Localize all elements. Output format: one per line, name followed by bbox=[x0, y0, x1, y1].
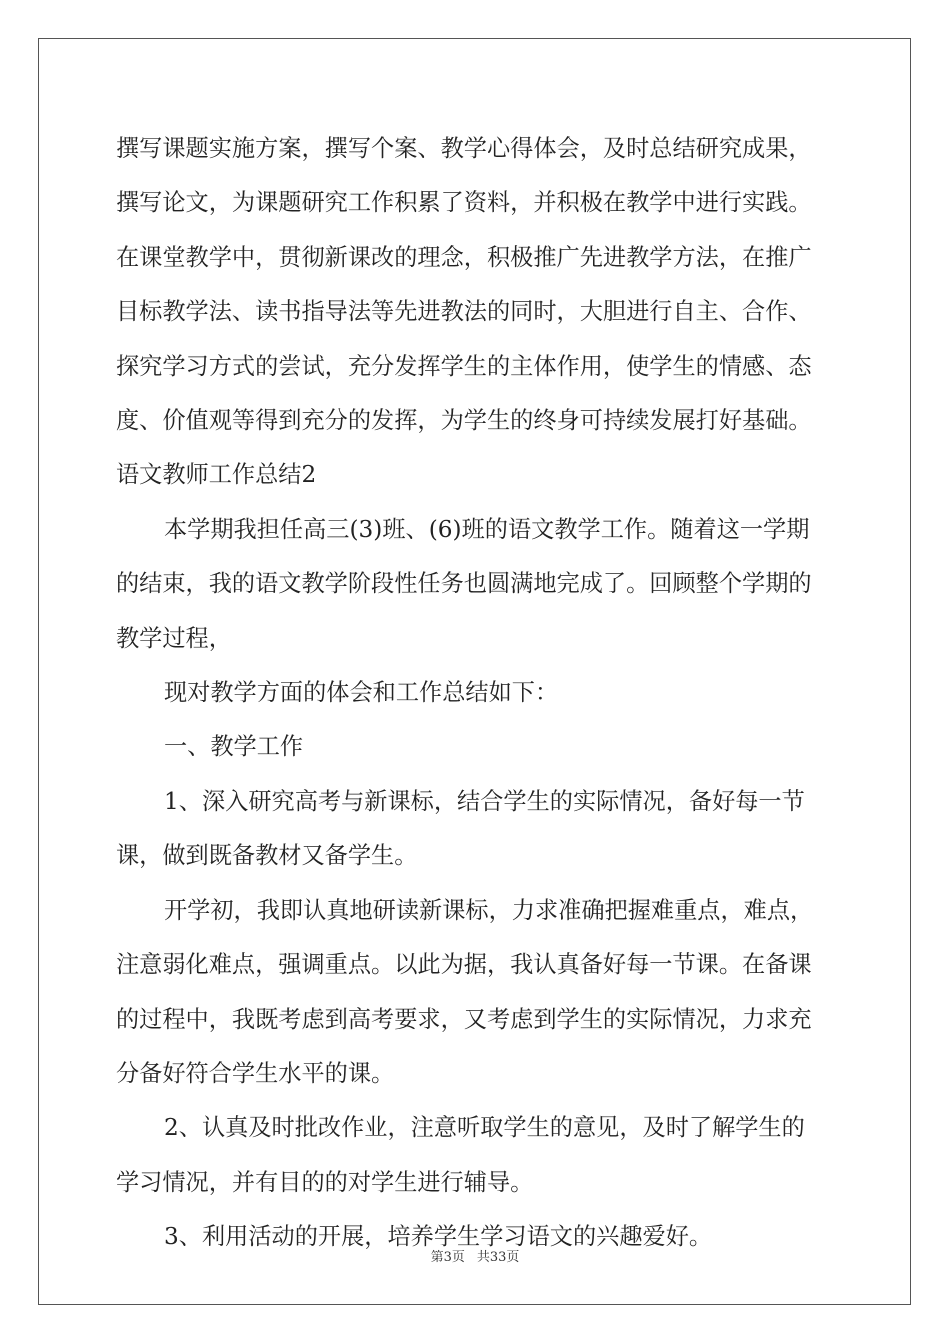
text-line: 的结束，我的语文教学阶段性任务也圆满地完成了。回顾整个学期的 bbox=[116, 570, 812, 598]
page-total: 共33页 bbox=[476, 1250, 520, 1265]
text-line: 课，做到既备教材又备学生。 bbox=[116, 842, 418, 870]
text-line: 目标教学法、读书指导法等先进教法的同时，大胆进行自主、合作、 bbox=[116, 298, 812, 326]
document-body bbox=[116, 122, 836, 1265]
text-line: 的过程中，我既考虑到高考要求，又考虑到学生的实际情况，力求充 bbox=[116, 1005, 812, 1033]
text-line: 本学期我担任高三(3)班、(6)班的语文教学工作。随着这一学期 bbox=[164, 515, 810, 543]
text-line: 学习情况，并有目的的对学生进行辅导。 bbox=[116, 1168, 534, 1196]
text-line: 3、利用活动的开展，培养学生学习语文的兴趣爱好。 bbox=[164, 1223, 713, 1251]
text-line: 1、深入研究高考与新课标，结合学生的实际情况，备好每一节 bbox=[164, 787, 805, 815]
text-line: 开学初，我即认真地研读新课标，力求准确把握难重点，难点， bbox=[164, 896, 814, 924]
text-line: 分备好符合学生水平的课。 bbox=[116, 1059, 395, 1087]
page-number: 第3页 bbox=[430, 1250, 465, 1265]
text-line: 在课堂教学中，贯彻新课改的理念，积极推广先进教学方法，在推广 bbox=[116, 243, 812, 271]
section-heading: 语文教师工作总结2 bbox=[116, 461, 317, 489]
text-line: 撰写论文，为课题研究工作积累了资料，并积极在教学中进行实践。 bbox=[116, 189, 812, 217]
text-line: 探究学习方式的尝试，充分发挥学生的主体作用，使学生的情感、态 bbox=[116, 352, 812, 380]
text-line: 现对教学方面的体会和工作总结如下： bbox=[164, 679, 559, 707]
page-footer bbox=[0, 1246, 950, 1265]
text-line: 撰写课题实施方案，撰写个案、教学心得体会，及时总结研究成果， bbox=[116, 135, 812, 162]
text-line: 2、认真及时批改作业，注意听取学生的意见，及时了解学生的 bbox=[164, 1114, 805, 1142]
text-line: 注意弱化难点，强调重点。以此为据，我认真备好每一节课。在备课 bbox=[116, 951, 812, 979]
text-line: 教学过程， bbox=[116, 624, 232, 652]
subsection-heading: 一、教学工作 bbox=[164, 733, 304, 761]
text-line: 度、价值观等得到充分的发挥，为学生的终身可持续发展打好基础。 bbox=[116, 407, 812, 435]
